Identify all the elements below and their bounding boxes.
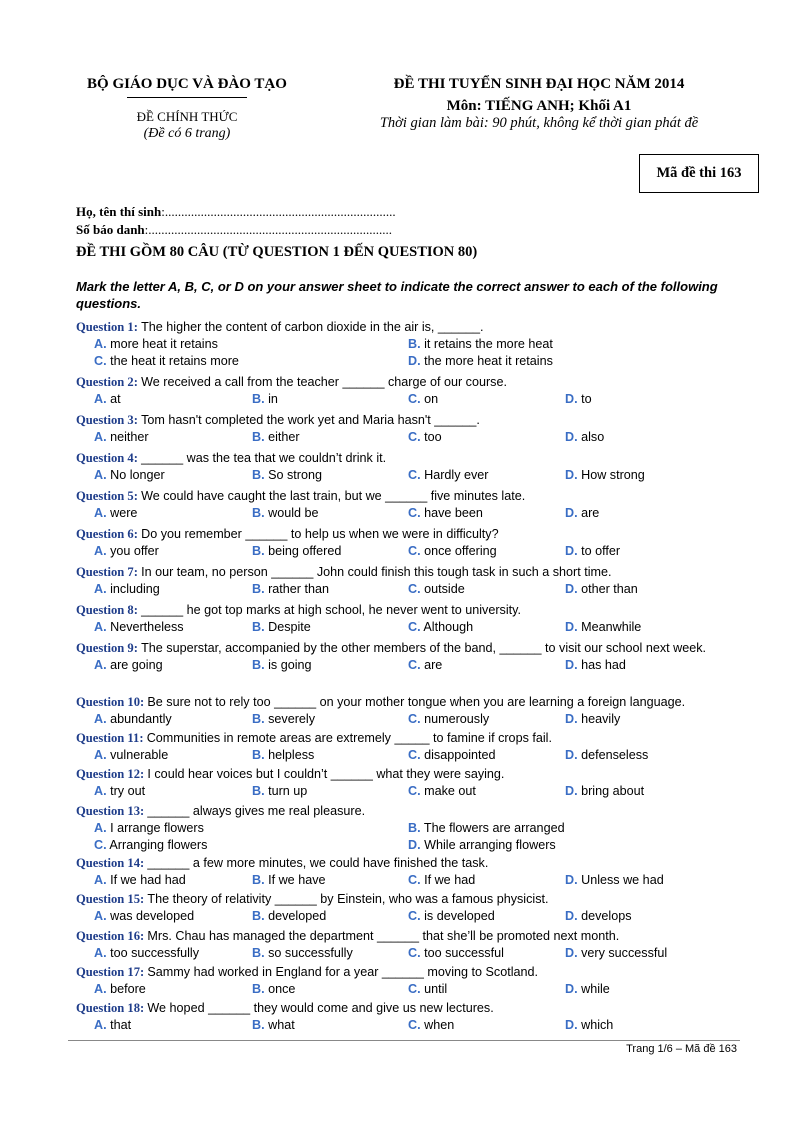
option-a: A. abundantly	[94, 711, 172, 726]
option-a: A. No longer	[94, 467, 165, 482]
option-c: C. Although	[408, 619, 474, 634]
option-a: A. including	[94, 581, 160, 596]
question-text: Tom hasn't completed the work yet and Maria hasn't ______.	[141, 413, 480, 427]
option-row	[76, 619, 740, 636]
option-row	[76, 783, 740, 800]
option-d: D. How strong	[565, 467, 645, 482]
header-left	[74, 76, 300, 142]
question-15	[76, 891, 740, 925]
candidate-id-line	[76, 222, 392, 238]
option-b: B. developed	[252, 908, 327, 923]
option-b: B. it retains the more heat	[408, 336, 553, 351]
option-a: A. before	[94, 981, 146, 996]
option-d: D. very successful	[565, 945, 668, 960]
question-label: Question 14:	[76, 856, 145, 870]
option-b: B. helpless	[252, 747, 315, 762]
option-a: A. neither	[94, 429, 149, 444]
question-label: Question 1:	[76, 320, 138, 334]
page-footer: Trang 1/6 – Mã đề 163	[626, 1043, 737, 1055]
option-d: D. are	[565, 505, 600, 520]
option-b: B. severely	[252, 711, 315, 726]
question-text: ______ was the tea that we couldn’t drink it.	[141, 451, 387, 465]
option-c: C. too successful	[408, 945, 504, 960]
option-b: B. rather than	[252, 581, 330, 596]
option-b: B. is going	[252, 657, 312, 672]
question-2	[76, 374, 740, 408]
option-c: C. on	[408, 391, 439, 406]
option-row	[76, 981, 740, 998]
option-a: A. Nevertheless	[94, 619, 184, 634]
option-d: D. to	[565, 391, 592, 406]
question-14	[76, 855, 740, 889]
question-text: Communities in remote areas are extremely _____ to famine if crops fail.	[146, 731, 552, 745]
question-text: We received a call from the teacher ______ charge of our course.	[141, 375, 507, 389]
exam-code-box: Mã đề thi 163	[639, 154, 759, 193]
option-c: C. once offering	[408, 543, 497, 558]
option-b: B. in	[252, 391, 278, 406]
question-label: Question 6:	[76, 527, 138, 541]
question-10	[76, 694, 740, 728]
question-text: ______ he got top marks at high school, he never went to university.	[141, 603, 521, 617]
option-row	[76, 467, 740, 484]
option-d: D. Meanwhile	[565, 619, 642, 634]
option-a: A. If we had had	[94, 872, 186, 887]
option-c: C. until	[408, 981, 448, 996]
option-b: B. The flowers are arranged	[408, 820, 565, 835]
question-text: We could have caught the last train, but we ______ five minutes late.	[141, 489, 526, 503]
option-d: D. while	[565, 981, 610, 996]
option-d: D. to offer	[565, 543, 621, 558]
question-label: Question 16:	[76, 929, 145, 943]
option-row	[76, 872, 740, 889]
option-d: D. While arranging flowers	[408, 837, 556, 852]
question-text: I could hear voices but I couldn’t ______ what they were saying.	[147, 767, 505, 781]
question-text: The superstar, accompanied by the other members of the band, ______ to visit our school next week.	[141, 641, 707, 655]
candidate-id-label: Số báo danh	[76, 222, 145, 237]
exam-title: ĐỀ THI TUYỂN SINH ĐẠI HỌC NĂM 2014	[393, 76, 685, 92]
exam-summary: ĐỀ THI GỒM 80 CÂU (TỪ QUESTION 1 ĐẾN QUESTION 80)	[76, 244, 478, 260]
option-b: B. Despite	[252, 619, 311, 634]
question-8	[76, 602, 740, 636]
option-b: B. once	[252, 981, 296, 996]
option-row	[76, 945, 740, 962]
question-text: The higher the content of carbon dioxide in the air is, ______.	[141, 320, 484, 334]
option-row	[76, 657, 740, 674]
footer-divider	[68, 1040, 740, 1041]
candidate-name-line	[76, 204, 396, 220]
option-row	[76, 747, 740, 764]
option-row	[76, 353, 740, 370]
option-c: C. have been	[408, 505, 483, 520]
question-label: Question 2:	[76, 375, 138, 389]
option-c: C. If we had	[408, 872, 476, 887]
option-d: D. defenseless	[565, 747, 649, 762]
option-c: C. are	[408, 657, 443, 672]
question-label: Question 8:	[76, 603, 138, 617]
option-a: A. try out	[94, 783, 146, 798]
option-d: D. other than	[565, 581, 638, 596]
option-c: C. numerously	[408, 711, 490, 726]
option-row	[76, 820, 740, 837]
question-label: Question 17:	[76, 965, 145, 979]
question-9	[76, 640, 740, 674]
candidate-name-label: Họ, tên thí sinh	[76, 204, 162, 219]
option-b: B. what	[252, 1017, 295, 1032]
option-a: A. more heat it retains	[94, 336, 218, 351]
option-a: A. I arrange flowers	[94, 820, 204, 835]
option-b: B. so successfully	[252, 945, 353, 960]
question-text: ______ always gives me real pleasure.	[147, 804, 366, 818]
question-16	[76, 928, 740, 962]
option-a: A. you offer	[94, 543, 159, 558]
option-c: C. too	[408, 429, 442, 444]
question-label: Question 15:	[76, 892, 145, 906]
question-label: Question 12:	[76, 767, 145, 781]
question-4	[76, 450, 740, 484]
option-d: D. the more heat it retains	[408, 353, 553, 368]
candidate-name-dots: :.......................................................................	[161, 204, 396, 219]
question-5	[76, 488, 740, 522]
question-13	[76, 803, 740, 854]
candidate-id-dots: :...........................................................................	[144, 222, 393, 237]
question-label: Question 3:	[76, 413, 138, 427]
page-count: (Đề có 6 trang)	[143, 126, 231, 141]
question-text: Mrs. Chau has managed the department ______ that she’ll be promoted next month.	[147, 929, 620, 943]
instruction: Mark the letter A, B, C, or D on your answer sheet to indicate the correct answer to each of the following questions.	[76, 279, 718, 311]
option-c: C. make out	[408, 783, 476, 798]
question-1	[76, 319, 740, 370]
option-c: C. when	[408, 1017, 455, 1032]
question-label: Question 11:	[76, 731, 144, 745]
official-label: ĐỀ CHÍNH THỨC	[136, 109, 238, 124]
option-b: B. being offered	[252, 543, 342, 558]
question-6	[76, 526, 740, 560]
question-label: Question 13:	[76, 804, 145, 818]
option-a: A. too successfully	[94, 945, 199, 960]
option-a: A. are going	[94, 657, 163, 672]
header-divider	[127, 97, 247, 98]
question-18	[76, 1000, 740, 1034]
exam-time-info: Thời gian làm bài: 90 phút, không kể thời gian phát đề	[379, 115, 699, 131]
option-row	[76, 543, 740, 560]
option-row	[76, 505, 740, 522]
option-a: A. that	[94, 1017, 132, 1032]
question-text: Sammy had worked in England for a year ______ moving to Scotland.	[147, 965, 539, 979]
header-right	[340, 76, 738, 132]
option-row	[76, 1017, 740, 1034]
option-c: C. Arranging flowers	[94, 837, 208, 852]
option-b: B. turn up	[252, 783, 308, 798]
question-label: Question 5:	[76, 489, 138, 503]
option-d: D. Unless we had	[565, 872, 664, 887]
question-label: Question 4:	[76, 451, 138, 465]
option-b: B. would be	[252, 505, 319, 520]
option-row	[76, 711, 740, 728]
question-text: In our team, no person ______ John could finish this tough task in such a short time.	[141, 565, 612, 579]
option-a: A. vulnerable	[94, 747, 169, 762]
option-d: D. develops	[565, 908, 632, 923]
option-a: A. were	[94, 505, 138, 520]
question-7	[76, 564, 740, 598]
question-text: Be sure not to rely too ______ on your mother tongue when you are learning a foreign language.	[147, 695, 686, 709]
question-3	[76, 412, 740, 446]
option-a: A. at	[94, 391, 121, 406]
option-b: B. So strong	[252, 467, 322, 482]
option-b: B. either	[252, 429, 300, 444]
option-row	[76, 908, 740, 925]
option-d: D. also	[565, 429, 605, 444]
question-label: Question 18:	[76, 1001, 145, 1015]
question-text: The theory of relativity ______ by Einstein, who was a famous physicist.	[147, 892, 549, 906]
option-d: D. bring about	[565, 783, 645, 798]
question-11	[76, 730, 740, 764]
question-text: ______ a few more minutes, we could have finished the task.	[147, 856, 489, 870]
question-label: Question 10:	[76, 695, 145, 709]
option-a: A. was developed	[94, 908, 195, 923]
option-row	[76, 391, 740, 408]
option-row	[76, 837, 740, 854]
question-label: Question 7:	[76, 565, 138, 579]
option-c: C. disappointed	[408, 747, 496, 762]
option-d: D. which	[565, 1017, 614, 1032]
option-c: C. the heat it retains more	[94, 353, 239, 368]
option-d: D. heavily	[565, 711, 621, 726]
question-text: Do you remember ______ to help us when we were in difficulty?	[141, 527, 499, 541]
option-row	[76, 336, 740, 353]
option-c: C. outside	[408, 581, 465, 596]
question-17	[76, 964, 740, 998]
question-label: Question 9:	[76, 641, 138, 655]
option-c: C. is developed	[408, 908, 495, 923]
exam-subject: Môn: TIẾNG ANH; Khối A1	[446, 98, 632, 114]
option-c: C. Hardly ever	[408, 467, 489, 482]
option-row	[76, 581, 740, 598]
ministry-name: BỘ GIÁO DỤC VÀ ĐÀO TẠO	[87, 76, 287, 92]
option-row	[76, 429, 740, 446]
option-b: B. If we have	[252, 872, 326, 887]
question-text: We hoped ______ they would come and give us new lectures.	[147, 1001, 494, 1015]
option-d: D. has had	[565, 657, 626, 672]
question-12	[76, 766, 740, 800]
